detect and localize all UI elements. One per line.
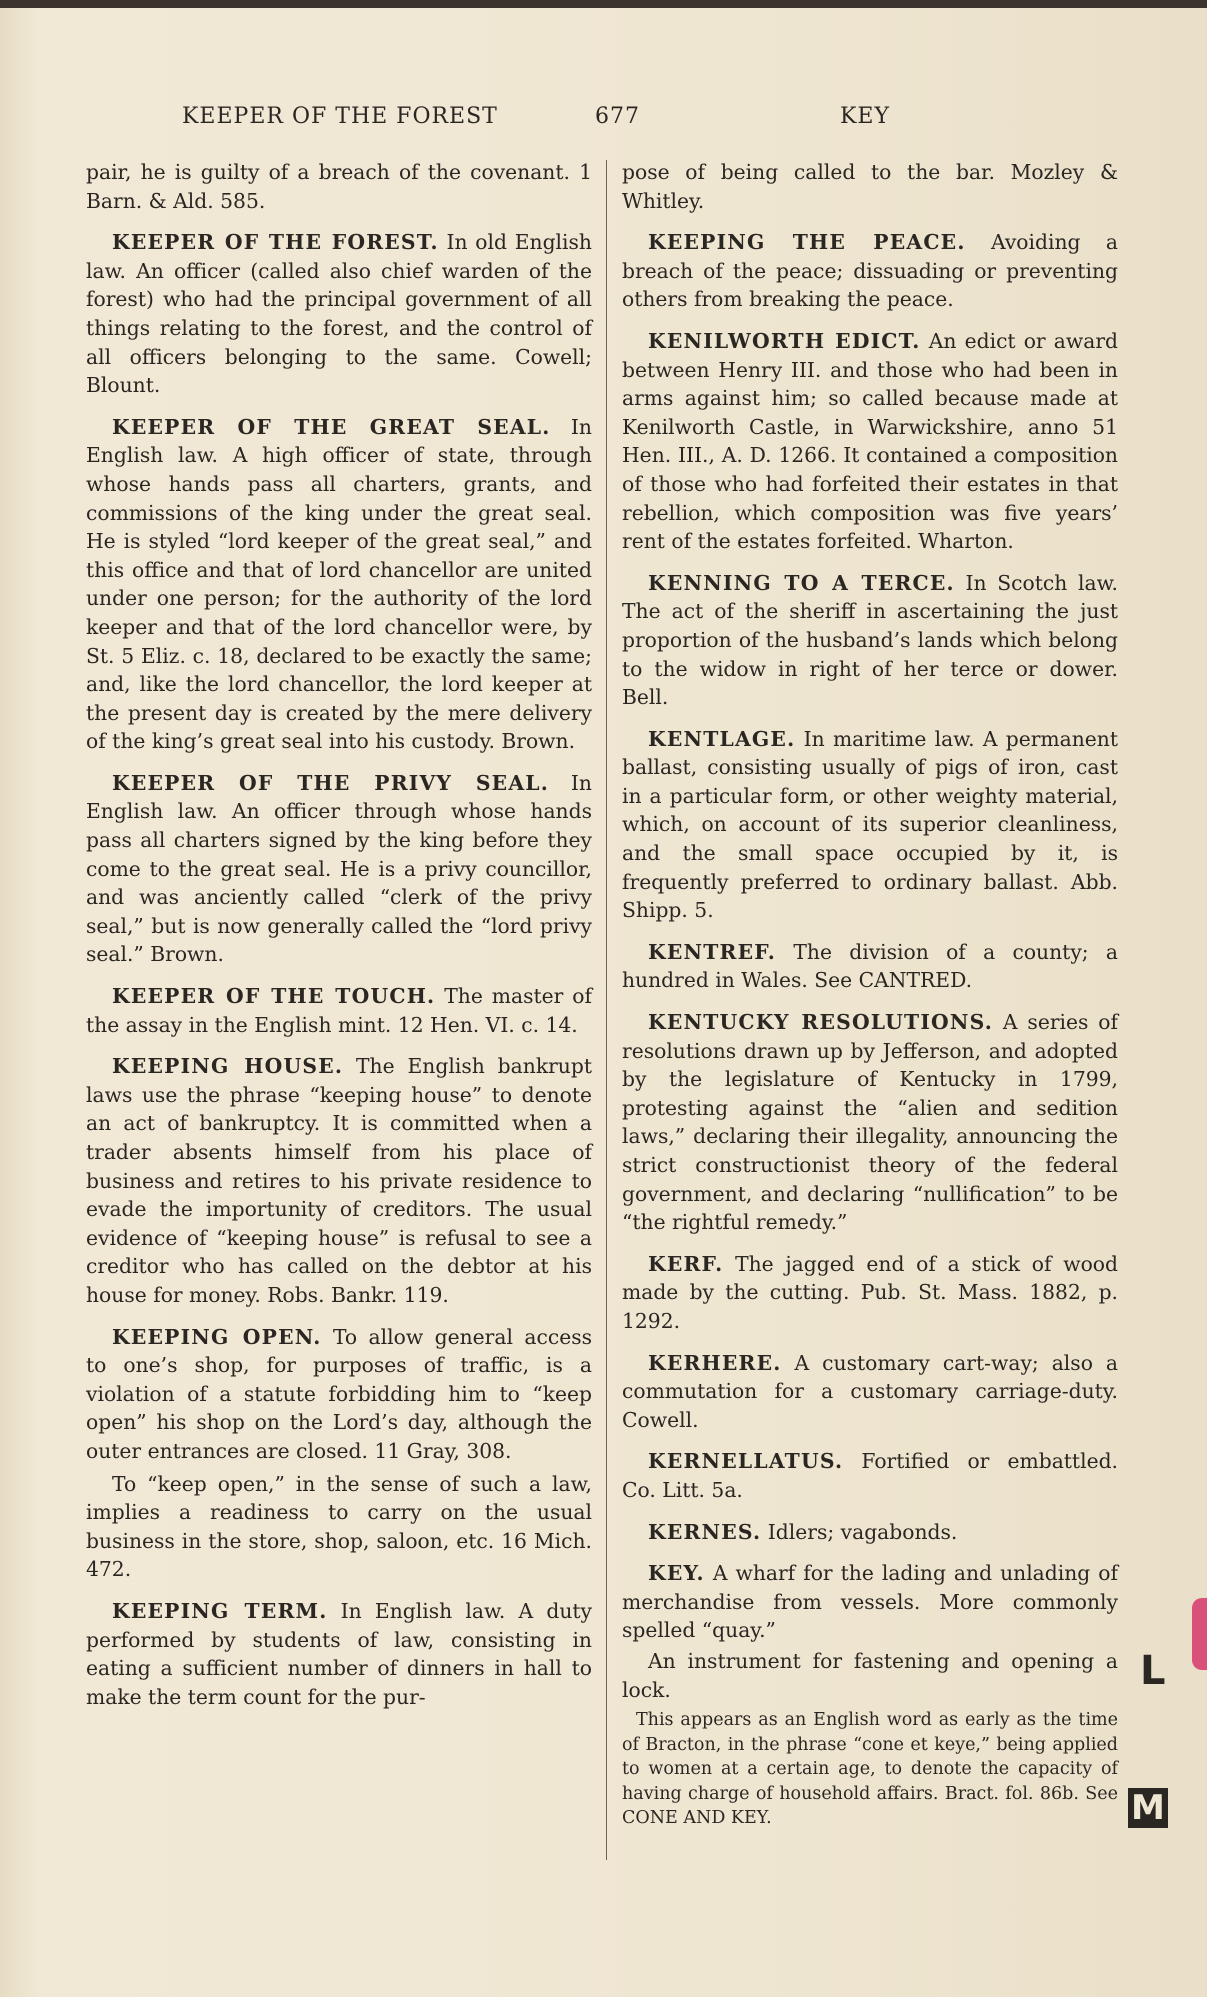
right-column (622, 158, 1118, 1844)
running-head (100, 100, 1120, 136)
entry (622, 228, 1118, 314)
entry-continued (622, 158, 1118, 215)
entry (622, 725, 1118, 925)
entry (622, 1349, 1118, 1435)
entry-text: An edict or award between Henry III. and those who had been in arms against him; so called because made at Kenilworth Castle, in Warwickshire, anno 51 Hen. III., A. D. 1266. It contained a composition of those who had forfeited their estates in that rebellion, which composition was five years’ rent of the estates forfeited. Wharton. (622, 328, 1118, 554)
entry-text: In English law. An officer through whose hands pass all charters signed by the king before they come to the great seal. He is a privy councillor, and was anciently called “clerk of the privy seal,” but is now generally called the “lord privy seal.” Brown. (86, 770, 592, 967)
entry-text: The English bankrupt laws use the phrase “keeping house” to denote an act of bankruptcy. It is committed when a trader absents himself from his place of business and retires to his private residence to evade the importunity of creditors. The usual evidence of “keeping house” is refusal to see a creditor who has called on the debtor at his house for money. Robs. Bankr. 119. (86, 1054, 592, 1307)
entry (622, 1559, 1118, 1645)
entry-headword: KENTLAGE. (648, 726, 796, 751)
entry-headword: KEEPING OPEN. (112, 1324, 322, 1349)
entry-headword: KEY. (648, 1561, 705, 1586)
entry-text: Avoiding a breach of the peace; dissuading or preventing others from breaking the peace. (622, 230, 1119, 312)
entry-headword: KENNING TO A TERCE. (648, 570, 955, 595)
entry-headword: KENILWORTH EDICT. (648, 328, 921, 353)
entry (86, 1597, 592, 1711)
entry-text: A series of resolutions drawn up by Jefferson, and adopted by the legislature of Kentucky in 1799, protesting against the “alien and sedition laws,” declaring their illegality, announcing the strict constructionist theory of the federal government, and declaring “nullification” to be “the rightful remedy.” (622, 1010, 1119, 1235)
entry-text: In English law. A duty performed by students of law, consisting in eating a sufficient number of dinners in hall to make the term count for the pur- (86, 1598, 592, 1709)
entry-text: Idlers; vagabonds. (767, 1519, 958, 1544)
thumb-index-tab (1192, 1598, 1207, 1670)
column-divider (606, 160, 607, 1860)
header-right: KEY (840, 104, 891, 129)
entry-headword: KERNELLATUS. (648, 1449, 844, 1474)
entry-note (622, 1708, 1118, 1831)
entry (622, 938, 1118, 995)
entry (86, 982, 592, 1039)
entry (622, 327, 1118, 556)
entry (86, 769, 592, 969)
entry-headword: KERHERE. (648, 1350, 782, 1375)
page-top-edge (0, 0, 1207, 8)
entry-headword: KENTREF. (648, 939, 777, 964)
entry-text: The master of the assay in the English mint. 12 Hen. VI. c. 14. (86, 984, 593, 1037)
entry-headword: KEEPER OF THE FOREST. (112, 230, 439, 255)
entry-headword: KEEPER OF THE PRIVY SEAL. (112, 770, 549, 795)
entry-continued (86, 158, 592, 215)
entry (86, 228, 592, 400)
entry-text: An instrument for fastening and opening a lock. (622, 1648, 1118, 1702)
entry (86, 1052, 592, 1309)
thumb-index-letter-m: M (1128, 1788, 1168, 1828)
entry-text: pair, he is guilty of a breach of the covenant. 1 Barn. & Ald. 585. (86, 160, 592, 213)
header-left: KEEPER OF THE FOREST (182, 104, 498, 129)
entry-text: A customary cart-way; also a commutation for a customary carriage-duty. Cowell. (622, 1350, 1118, 1432)
entry (622, 1447, 1118, 1504)
thumb-index-letter-l: L (1140, 1648, 1166, 1694)
entry-paragraph (622, 1647, 1118, 1704)
entry-headword: KEEPER OF THE TOUCH. (112, 984, 436, 1009)
entry (622, 1518, 1118, 1547)
entry-text: The division of a county; a hundred in Wales. See CANTRED. (622, 939, 1118, 993)
entry-text: In Scotch law. The act of the sheriff in ascertaining the just proportion of the husband’s lands which belong to the widow in right of her terce or dower. Bell. (622, 570, 1118, 710)
entry-text: To allow general access to one’s shop, for purposes of traffic, is a violation of a statute forbidding him to “keep open” his shop on the Lord’s day, although the outer entrances are closed. 11 Gray, 308. (86, 1324, 593, 1463)
entry-text: In old English law. An officer (called also chief warden of the forest) who had the principal government of all things relating to the forest, and the control of all officers belonging to the same. Cowell; Blount. (86, 230, 592, 398)
entry-text: A wharf for the lading and unlading of merchandise from vessels. More commonly spelled “quay.” (622, 1561, 1119, 1643)
entry-headword: KERF. (648, 1251, 724, 1276)
entry-headword: KEEPER OF THE GREAT SEAL. (112, 414, 551, 439)
entry-text: To “keep open,” in the sense of such a law, implies a readiness to carry on the usual business in the store, shop, saloon, etc. 16 Mich. 472. (86, 1471, 592, 1582)
entry-text: Fortified or embattled. Co. Litt. 5a. (622, 1449, 1119, 1502)
entry (622, 1250, 1118, 1336)
entry (622, 569, 1118, 712)
entry-headword: KENTUCKY RESOLUTIONS. (648, 1010, 994, 1035)
entry-text: pose of being called to the bar. Mozley & Whitley. (622, 160, 1118, 213)
entry-paragraph (86, 1470, 592, 1584)
entry-text: This appears as an English word as early as the time of Bracton, in the phrase “cone et keye,” being applied to women at a certain age, to denote the capacity of having charge of household affairs. Bract. fol. 86b. See CONE AND KEY. (622, 1710, 1118, 1829)
entry-headword: KEEPING HOUSE. (112, 1054, 344, 1079)
entry (86, 1323, 592, 1466)
page-number: 677 (595, 104, 640, 129)
entry-headword: KEEPING THE PEACE. (648, 230, 966, 255)
entry-text: The jagged end of a stick of wood made by the cutting. Pub. St. Mass. 1882, p. 1292. (622, 1251, 1118, 1333)
entry (86, 413, 592, 756)
entry-headword: KEEPING TERM. (112, 1598, 328, 1623)
entry-text: In English law. A high officer of state, through whose hands pass all charters, grants, and commissions of the king under the great seal. He is styled “lord keeper of the great seal,” and this office and that of lord chancellor are united under one person; for the authority of the lord keeper and that of the lord chancellor were, by St. 5 Eliz. c. 18, declared to be exactly the same; and, like the lord chancellor, the lord keeper at the present day is created by the mere delivery of the king’s great seal into his custody. Brown. (86, 414, 592, 754)
left-column (86, 158, 592, 1724)
entry-headword: KERNES. (648, 1519, 762, 1544)
entry (622, 1008, 1118, 1237)
entry-text: In maritime law. A permanent ballast, consisting usually of pigs of iron, cast in a particular form, or other weighty material, which, on account of its superior cleanliness, and the small space occupied by it, is frequently preferred to ordinary ballast. Abb. Shipp. 5. (622, 726, 1119, 923)
